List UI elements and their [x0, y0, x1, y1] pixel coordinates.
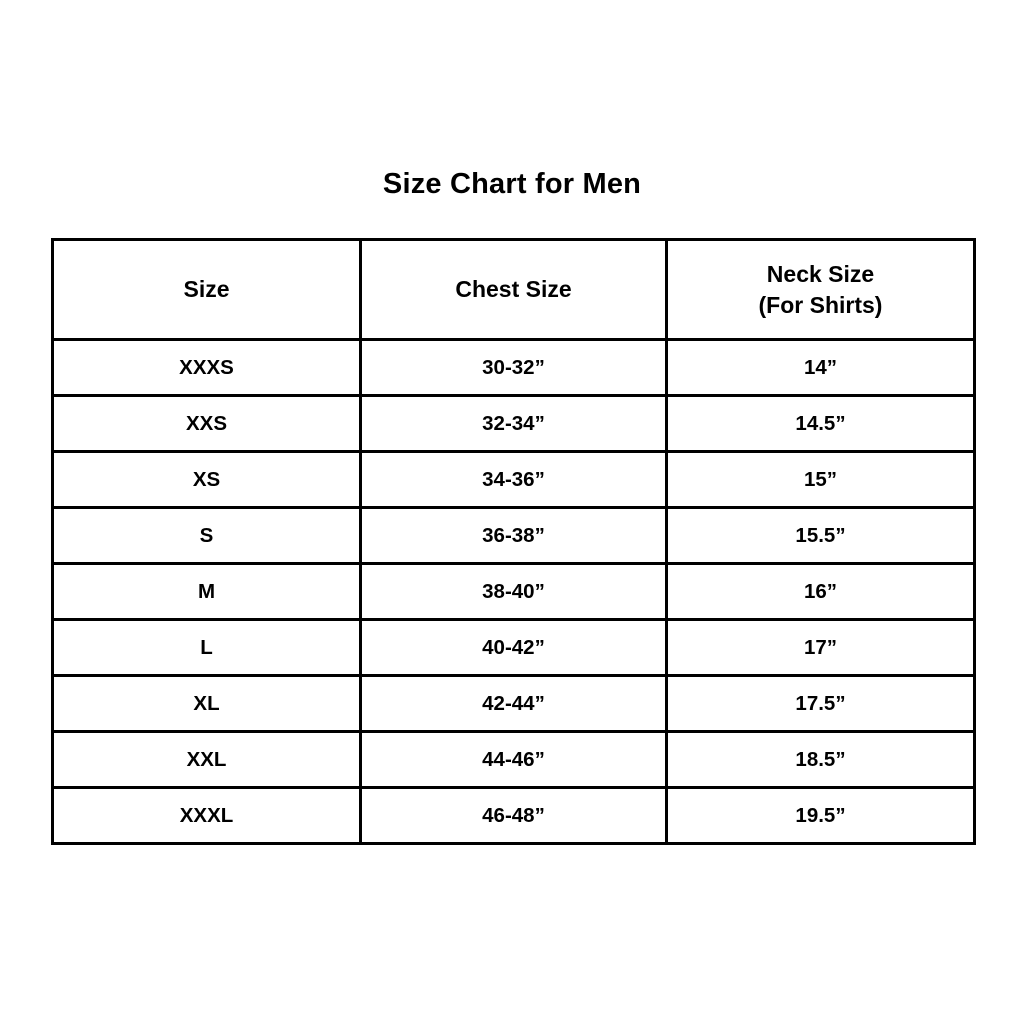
cell-size: XXS	[53, 396, 361, 452]
cell-neck: 15”	[667, 452, 975, 508]
table-row	[53, 676, 975, 732]
column-header-chest-size	[361, 240, 667, 340]
cell-neck: 17”	[667, 620, 975, 676]
table-row	[53, 620, 975, 676]
cell-chest: 46-48”	[361, 788, 667, 844]
cell-size: XL	[53, 676, 361, 732]
page-title: Size Chart for Men	[382, 168, 642, 200]
cell-neck: 15.5”	[667, 508, 975, 564]
cell-neck: 14.5”	[667, 396, 975, 452]
table-row	[53, 452, 975, 508]
cell-chest: 42-44”	[361, 676, 667, 732]
cell-chest: 32-34”	[361, 396, 667, 452]
column-header-size-label: Size	[183, 276, 230, 303]
cell-neck: 16”	[667, 564, 975, 620]
cell-size: XXL	[53, 732, 361, 788]
cell-size: L	[53, 620, 361, 676]
cell-size: M	[53, 564, 361, 620]
table-header	[53, 240, 975, 340]
column-header-neck-size	[667, 240, 975, 340]
table-row	[53, 732, 975, 788]
cell-size: XXXS	[53, 340, 361, 396]
column-header-size	[53, 240, 361, 340]
table-row	[53, 340, 975, 396]
cell-neck: 19.5”	[667, 788, 975, 844]
table-row	[53, 396, 975, 452]
cell-size: S	[53, 508, 361, 564]
size-chart-table	[51, 238, 976, 845]
column-header-neck-size-sublabel: (For Shirts)	[758, 291, 883, 318]
size-chart-table-wrapper	[51, 238, 973, 845]
cell-chest: 38-40”	[361, 564, 667, 620]
table-body	[53, 340, 975, 844]
cell-chest: 34-36”	[361, 452, 667, 508]
column-header-neck-size-label: Neck Size	[766, 261, 875, 288]
cell-chest: 40-42”	[361, 620, 667, 676]
cell-chest: 36-38”	[361, 508, 667, 564]
cell-chest: 44-46”	[361, 732, 667, 788]
table-row	[53, 788, 975, 844]
table-row	[53, 508, 975, 564]
cell-neck: 14”	[667, 340, 975, 396]
cell-size: XS	[53, 452, 361, 508]
cell-neck: 18.5”	[667, 732, 975, 788]
table-header-row	[53, 240, 975, 340]
table-row	[53, 564, 975, 620]
cell-size: XXXL	[53, 788, 361, 844]
column-header-chest-size-label: Chest Size	[455, 276, 572, 303]
cell-chest: 30-32”	[361, 340, 667, 396]
cell-neck: 17.5”	[667, 676, 975, 732]
